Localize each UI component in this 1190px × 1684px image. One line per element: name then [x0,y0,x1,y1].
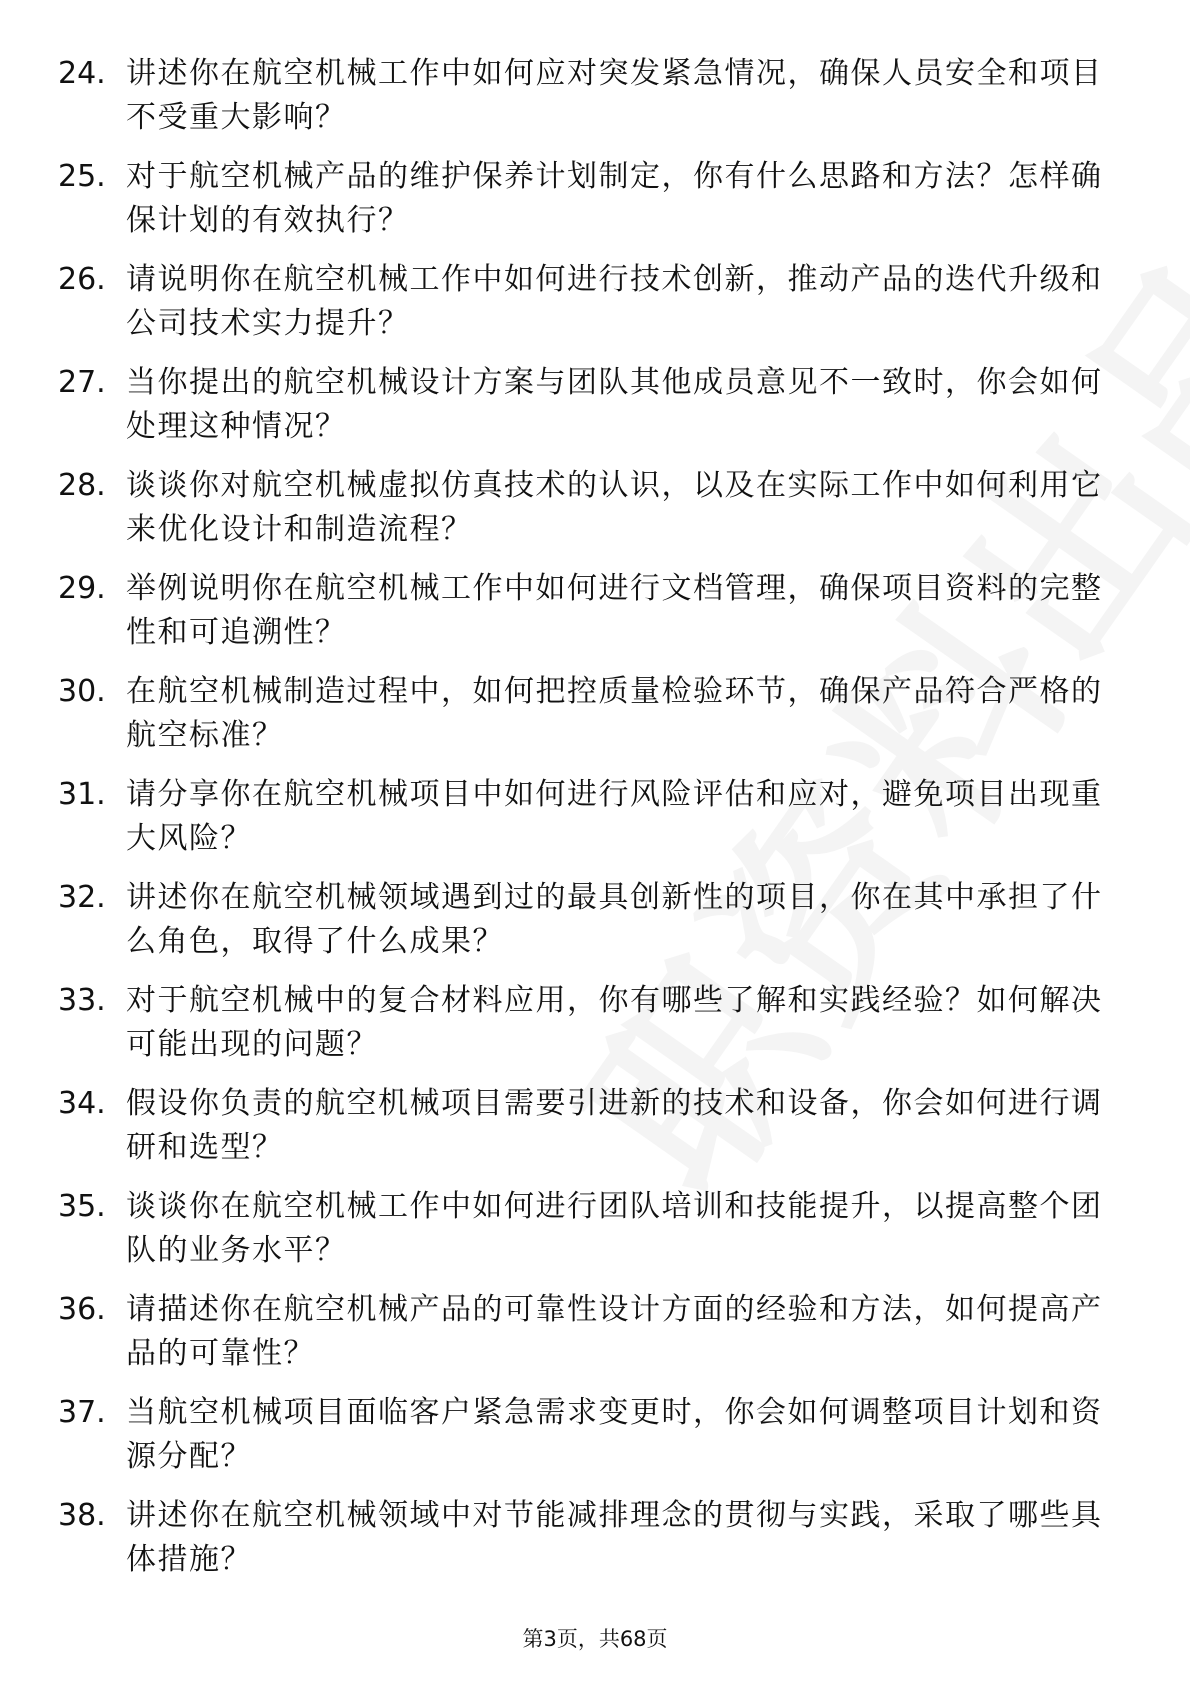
question-item [58,361,1118,464]
question-number: 33. [58,983,106,1018]
question-number: 36. [58,1292,106,1327]
question-text: 讲述你在航空机械领域遇到过的最具创新性的项目，你在其中承担了什么角色，取得了什么成果？ [126,880,1103,959]
question-text: 在航空机械制造过程中，如何把控质量检验环节，确保产品符合严格的航空标准？ [126,674,1103,753]
question-text: 假设你负责的航空机械项目需要引进新的技术和设备，你会如何进行调研和选型？ [126,1086,1103,1165]
question-item [58,670,1118,773]
question-item [58,1185,1118,1288]
question-number: 34. [58,1086,106,1121]
question-number: 25. [58,159,106,194]
question-number: 32. [58,880,106,915]
question-item [58,155,1118,258]
question-number: 28. [58,468,106,503]
question-text: 请描述你在航空机械产品的可靠性设计方面的经验和方法，如何提高产品的可靠性？ [126,1292,1103,1371]
question-text: 讲述你在航空机械工作中如何应对突发紧急情况，确保人员安全和项目不受重大影响？ [126,56,1103,135]
question-text: 讲述你在航空机械领域中对节能减排理念的贯彻与实践，采取了哪些具体措施？ [126,1498,1103,1577]
question-text: 举例说明你在航空机械工作中如何进行文档管理，确保项目资料的完整性和可追溯性？ [126,571,1103,650]
question-item [58,876,1118,979]
question-item [58,52,1118,155]
question-number: 26. [58,262,106,297]
question-item [58,464,1118,567]
question-number: 27. [58,365,106,400]
question-item [58,773,1118,876]
question-number: 37. [58,1395,106,1430]
question-item [58,1288,1118,1391]
question-text: 当你提出的航空机械设计方案与团队其他成员意见不一致时，你会如何处理这种情况？ [126,365,1103,444]
question-item [58,1391,1118,1494]
question-text: 当航空机械项目面临客户紧急需求变更时，你会如何调整项目计划和资源分配？ [126,1395,1103,1474]
question-number: 24. [58,56,106,91]
question-number: 38. [58,1498,106,1533]
page-footer: 第3页，共68页 [522,1627,668,1651]
question-item [58,258,1118,361]
question-list [58,52,1118,1597]
question-text: 对于航空机械产品的维护保养计划制定，你有什么思路和方法？怎样确保计划的有效执行？ [126,159,1103,238]
question-item [58,1082,1118,1185]
question-text: 对于航空机械中的复合材料应用，你有哪些了解和实践经验？如何解决可能出现的问题？ [126,983,1103,1062]
question-text: 请分享你在航空机械项目中如何进行风险评估和应对，避免项目出现重大风险？ [126,777,1103,856]
question-text: 请说明你在航空机械工作中如何进行技术创新，推动产品的迭代升级和公司技术实力提升？ [126,262,1103,341]
question-text: 谈谈你在航空机械工作中如何进行团队培训和技能提升，以提高整个团队的业务水平？ [126,1189,1103,1268]
question-item [58,567,1118,670]
question-item [58,979,1118,1082]
question-item [58,1494,1118,1597]
question-number: 35. [58,1189,106,1224]
question-text: 谈谈你对航空机械虚拟仿真技术的认识，以及在实际工作中如何利用它来优化设计和制造流程？ [126,468,1103,547]
question-number: 30. [58,674,106,709]
question-number: 29. [58,571,106,606]
question-number: 31. [58,777,106,812]
